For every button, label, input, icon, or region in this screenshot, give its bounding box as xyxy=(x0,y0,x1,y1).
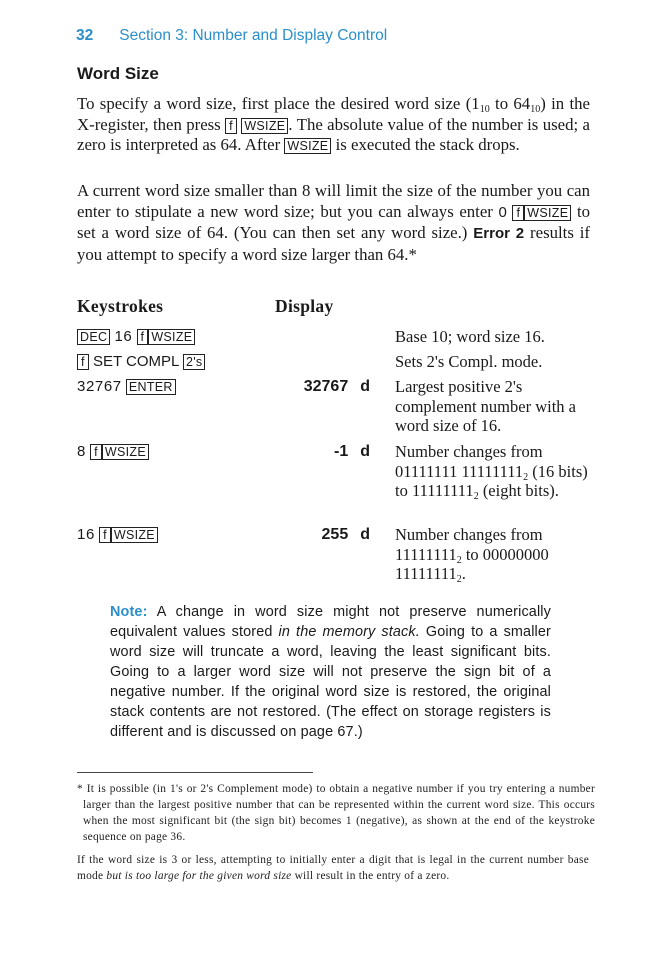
f-key: f xyxy=(90,444,102,460)
f-key: f xyxy=(512,205,524,221)
keystroke-sequence: 32767 ENTER xyxy=(77,377,176,396)
wsize-key: WSIZE xyxy=(284,138,331,154)
f-key: f xyxy=(225,118,237,134)
keystroke-sequence: f SET COMPL 2's xyxy=(77,352,205,371)
wsize-key: WSIZE xyxy=(241,118,288,134)
enter-key: ENTER xyxy=(126,379,176,395)
wsize-key: WSIZE xyxy=(148,329,195,345)
section-title: Section 3: Number and Display Control xyxy=(119,27,388,44)
paragraph-word-size-limit: A current word size smaller than 8 will limit the size of the number you can enter to stipulate a new word size; but you can always enter 0 f WSIZE to set a word size of 64. (You can then set any word size.) Error 2 results if you attempt to specify a word size larger than 64.* xyxy=(77,181,591,264)
f-key: f xyxy=(77,354,89,370)
wsize-key: WSIZE xyxy=(524,205,571,221)
footnote-2: If the word size is 3 or less, attempting to initially enter a digit that is legal in the current number base mode but is too large for the given word size will result in the entry of a zero. xyxy=(77,854,589,882)
note-label: Note: xyxy=(110,604,148,620)
f-key: f xyxy=(99,527,111,543)
keystroke-sequence: DEC 16 f WSIZE xyxy=(77,327,195,346)
footnote-divider xyxy=(77,772,313,773)
wsize-key: WSIZE xyxy=(102,444,149,460)
row-description: Number changes from $11111111_2$ to 00000000 $11111111_2$. xyxy=(395,525,549,585)
display-value: 255 d xyxy=(321,526,370,543)
row-description: Number changes from 01111111 $11111111_2$ (16 bits) to $11111111_2$ (eight bits). xyxy=(395,442,588,502)
f-key: f xyxy=(137,329,149,345)
section-heading: Word Size xyxy=(77,64,159,83)
table-header-keystrokes: Keystrokes xyxy=(77,296,164,316)
keystroke-sequence: 8 f WSIZE xyxy=(77,442,149,461)
paragraph-word-size-intro: To specify a word size, first place the desired word size ($1_{10}$ to $64_{10}$) in the X-register, then press f WSIZE . The absolute value of the number is used; a zero is interpreted as 64. After WSIZE is executed the stack drops. xyxy=(77,94,591,154)
error-label: Error 2 xyxy=(473,225,525,242)
row-description: Base 10; word size 16. xyxy=(395,327,545,346)
display-value: -1 d xyxy=(333,443,370,460)
dec-key: DEC xyxy=(77,329,110,345)
page-number: 32 xyxy=(76,27,94,44)
page-header xyxy=(76,27,387,45)
keystroke-sequence: 16 f WSIZE xyxy=(77,525,158,544)
row-description: Largest positive 2's complement number with a word size of 16. xyxy=(395,377,576,435)
footnote-1: * It is possible (in 1's or 2's Complement mode) to obtain a negative number if you try entering a number larger than the largest positive number that can be represented within the current word size. This occurs when the most significant bit (the sign bit) becomes 1 (negative), as shown at the end of the keystroke sequence on page 36. xyxy=(77,783,595,843)
display-value: 32767 d xyxy=(303,378,370,395)
note-block: Note: A change in word size might not preserve numerically equivalent values stored in the memory stack. Going to a smaller word size will truncate a word, leaving the least significant bits. Going to a larger word size will not preserve the sign bit of a negative number. If the original word size is restored, the original stack contents are not restored. (The effect on storage registers is different and is discussed on page 67.) xyxy=(110,604,551,740)
wsize-key: WSIZE xyxy=(111,527,158,543)
twos-key: 2's xyxy=(183,354,206,370)
table-header-display: Display xyxy=(275,296,334,316)
row-description: Sets 2's Compl. mode. xyxy=(395,352,543,371)
